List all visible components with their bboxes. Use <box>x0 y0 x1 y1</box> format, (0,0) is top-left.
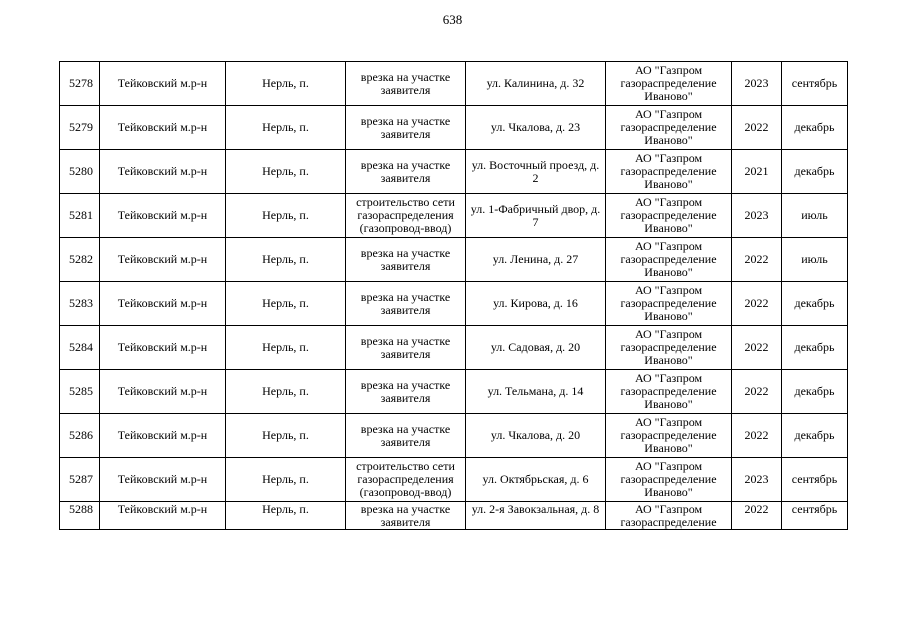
row-number-cell: 5278 <box>60 62 100 106</box>
organization-cell: АО "Газпром газораспределение Иваново" <box>606 106 732 150</box>
year-cell: 2022 <box>732 370 782 414</box>
table-row <box>60 150 848 194</box>
work-type-cell: врезка на участке заявителя <box>346 282 466 326</box>
work-type-cell: врезка на участке заявителя <box>346 150 466 194</box>
year-cell: 2022 <box>732 326 782 370</box>
locality-cell: Нерль, п. <box>226 62 346 106</box>
locality-cell: Нерль, п. <box>226 194 346 238</box>
locality-cell: Нерль, п. <box>226 282 346 326</box>
table-row <box>60 194 848 238</box>
work-type-cell: врезка на участке заявителя <box>346 326 466 370</box>
work-type-cell: врезка на участке заявителя <box>346 414 466 458</box>
organization-cell: АО "Газпром газораспределение Иваново" <box>606 194 732 238</box>
row-number-cell: 5283 <box>60 282 100 326</box>
year-cell: 2023 <box>732 62 782 106</box>
month-cell: сентябрь <box>782 62 848 106</box>
row-number-cell: 5284 <box>60 326 100 370</box>
district-cell: Тейковский м.р-н <box>100 370 226 414</box>
organization-cell: АО "Газпром газораспределение Иваново" <box>606 458 732 502</box>
organization-cell: АО "Газпром газораспределение Иваново" <box>606 150 732 194</box>
month-cell: декабрь <box>782 282 848 326</box>
row-number-cell: 5287 <box>60 458 100 502</box>
address-cell: ул. Ленина, д. 27 <box>466 238 606 282</box>
page-number: 638 <box>442 12 463 27</box>
row-number-cell: 5281 <box>60 194 100 238</box>
address-cell: ул. 2-я Завокзальная, д. 8 <box>466 502 606 530</box>
year-cell: 2022 <box>732 238 782 282</box>
address-cell: ул. Тельмана, д. 14 <box>466 370 606 414</box>
year-cell: 2023 <box>732 194 782 238</box>
year-cell: 2022 <box>732 502 782 530</box>
year-cell: 2021 <box>732 150 782 194</box>
registry-table <box>59 61 848 530</box>
month-cell: июль <box>782 238 848 282</box>
organization-cell: АО "Газпром газораспределение Иваново" <box>606 414 732 458</box>
work-type-cell: врезка на участке заявителя <box>346 62 466 106</box>
year-cell: 2022 <box>732 106 782 150</box>
table-row <box>60 414 848 458</box>
district-cell: Тейковский м.р-н <box>100 282 226 326</box>
work-type-cell: строительство сети газораспределения (газопровод-ввод) <box>346 458 466 502</box>
district-cell: Тейковский м.р-н <box>100 62 226 106</box>
locality-cell: Нерль, п. <box>226 458 346 502</box>
organization-cell: АО "Газпром газораспределение Иваново" <box>606 238 732 282</box>
row-number-cell: 5288 <box>60 502 100 530</box>
work-type-cell: врезка на участке заявителя <box>346 502 466 530</box>
district-cell: Тейковский м.р-н <box>100 106 226 150</box>
table-row <box>60 106 848 150</box>
work-type-cell: врезка на участке заявителя <box>346 238 466 282</box>
work-type-cell: врезка на участке заявителя <box>346 370 466 414</box>
year-cell: 2023 <box>732 458 782 502</box>
table-row <box>60 370 848 414</box>
row-number-cell: 5280 <box>60 150 100 194</box>
organization-cell: АО "Газпром газораспределение <box>606 502 732 530</box>
address-cell: ул. Калинина, д. 32 <box>466 62 606 106</box>
address-cell: ул. Чкалова, д. 23 <box>466 106 606 150</box>
locality-cell: Нерль, п. <box>226 106 346 150</box>
month-cell: декабрь <box>782 106 848 150</box>
organization-cell: АО "Газпром газораспределение Иваново" <box>606 370 732 414</box>
row-number-cell: 5279 <box>60 106 100 150</box>
organization-cell: АО "Газпром газораспределение Иваново" <box>606 326 732 370</box>
table-row <box>60 458 848 502</box>
district-cell: Тейковский м.р-н <box>100 150 226 194</box>
address-cell: ул. Кирова, д. 16 <box>466 282 606 326</box>
address-cell: ул. Октябрьская, д. 6 <box>466 458 606 502</box>
table-row <box>60 282 848 326</box>
table-row <box>60 326 848 370</box>
month-cell: июль <box>782 194 848 238</box>
district-cell: Тейковский м.р-н <box>100 414 226 458</box>
organization-cell: АО "Газпром газораспределение Иваново" <box>606 62 732 106</box>
district-cell: Тейковский м.р-н <box>100 326 226 370</box>
locality-cell: Нерль, п. <box>226 238 346 282</box>
address-cell: ул. Чкалова, д. 20 <box>466 414 606 458</box>
district-cell: Тейковский м.р-н <box>100 194 226 238</box>
row-number-cell: 5285 <box>60 370 100 414</box>
locality-cell: Нерль, п. <box>226 150 346 194</box>
locality-cell: Нерль, п. <box>226 326 346 370</box>
work-type-cell: врезка на участке заявителя <box>346 106 466 150</box>
address-cell: ул. Восточный проезд, д. 2 <box>466 150 606 194</box>
locality-cell: Нерль, п. <box>226 502 346 530</box>
table-row <box>60 238 848 282</box>
month-cell: декабрь <box>782 150 848 194</box>
address-cell: ул. Садовая, д. 20 <box>466 326 606 370</box>
month-cell: декабрь <box>782 414 848 458</box>
table-body <box>60 62 848 530</box>
locality-cell: Нерль, п. <box>226 370 346 414</box>
address-cell: ул. 1-Фабричный двор, д. 7 <box>466 194 606 238</box>
row-number-cell: 5286 <box>60 414 100 458</box>
month-cell: сентябрь <box>782 458 848 502</box>
month-cell: декабрь <box>782 370 848 414</box>
month-cell: декабрь <box>782 326 848 370</box>
district-cell: Тейковский м.р-н <box>100 458 226 502</box>
organization-cell: АО "Газпром газораспределение Иваново" <box>606 282 732 326</box>
district-cell: Тейковский м.р-н <box>100 238 226 282</box>
row-number-cell: 5282 <box>60 238 100 282</box>
work-type-cell: строительство сети газораспределения (газопровод-ввод) <box>346 194 466 238</box>
table-row <box>60 502 848 530</box>
district-cell: Тейковский м.р-н <box>100 502 226 530</box>
year-cell: 2022 <box>732 282 782 326</box>
table-row <box>60 62 848 106</box>
month-cell: сентябрь <box>782 502 848 530</box>
locality-cell: Нерль, п. <box>226 414 346 458</box>
year-cell: 2022 <box>732 414 782 458</box>
